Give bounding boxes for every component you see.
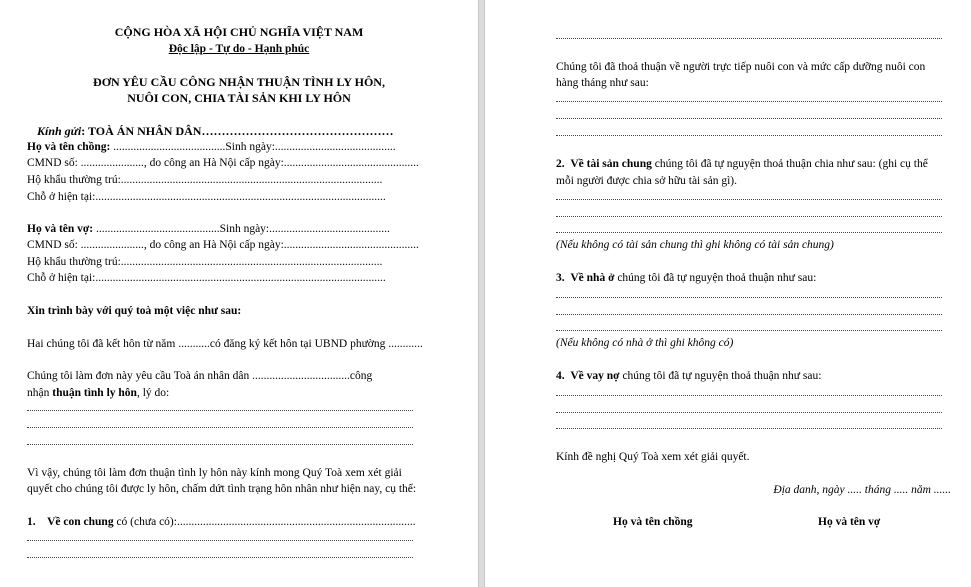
- child-dotted-line: [27, 540, 413, 541]
- asset-section-label: Về tài sản chung: [570, 158, 652, 170]
- asset-section-line: [556, 157, 928, 171]
- conclusion-line1: Vì vậy, chúng tôi làm đơn thuận tình ly hôn này kính mong Quý Toà xem xét giải: [27, 467, 402, 479]
- closing-request: Kính đề nghị Quý Toà xem xét giải quyết.: [556, 451, 750, 463]
- house-dotted-line: [556, 314, 942, 315]
- house-section-number: 3.: [556, 272, 565, 284]
- signature-husband-label: Họ và tên chồng: [613, 516, 693, 528]
- house-section-label: Về nhà ở: [570, 272, 615, 284]
- signature-wife-label: Họ và tên vợ: [818, 516, 881, 528]
- header-motto: Độc lập - Tự do - Hạnh phúc: [168, 43, 310, 55]
- support-dotted-line: [556, 38, 942, 39]
- debt-dotted-line: [556, 412, 942, 413]
- reason-dotted-line: [27, 427, 413, 428]
- request-line2-pre: nhận: [27, 387, 53, 399]
- wife-address-line: Chỗ ở hiện tại:.....................................................................................................: [27, 272, 386, 284]
- house-section-line: [556, 271, 816, 285]
- child-section-field: có (chưa có):...................................................................................: [113, 516, 416, 528]
- husband-name-label: Họ và tên chồng:: [27, 141, 111, 153]
- addressee-value: : TOÀ ÁN NHÂN DÂN…………………………………………: [81, 124, 394, 138]
- house-dotted-line: [556, 330, 942, 331]
- form-title-line1: ĐƠN YÊU CẦU CÔNG NHẬN THUẬN TÌNH LY HÔN,: [93, 75, 385, 89]
- debt-dotted-line: [556, 395, 942, 396]
- document-page-right: [485, 0, 971, 587]
- wife-name-field: ...........................................Sinh ngày:..........................................: [93, 223, 390, 235]
- asset-line2: mỗi người được chia sở hữu tài sản gì).: [556, 175, 737, 187]
- husband-address-line: Chỗ ở hiện tại:.....................................................................................................: [27, 191, 386, 203]
- request-line2-bold: thuận tình ly hôn: [52, 387, 137, 399]
- house-note: (Nếu không có nhà ở thì ghi không có): [556, 337, 734, 349]
- support-dotted-line: [556, 101, 942, 102]
- support-dotted-line: [556, 118, 942, 119]
- conclusion-line2: quyết cho chúng tôi được ly hôn, chấm dứt tình trạng hôn nhân như hiện nay, cụ thể:: [27, 483, 417, 495]
- child-dotted-line: [27, 557, 413, 558]
- child-section-number: 1.: [27, 516, 36, 528]
- place-date-line: Địa danh, ngày ..... tháng ..... năm ......: [773, 484, 951, 496]
- reason-dotted-line: [27, 410, 413, 411]
- wife-residence-line: Hộ khẩu thường trú:...........................................................................................: [27, 256, 383, 268]
- present-heading: Xin trình bày với quý toà một việc như sau:: [27, 305, 242, 317]
- debt-section-text: chúng tôi đã tự nguyện thoả thuận như sau:: [619, 370, 822, 382]
- asset-note: (Nếu không có tài sản chung thì ghi không có tài sản chung): [556, 239, 834, 251]
- addressee-line: [37, 124, 393, 138]
- asset-section-number: 2.: [556, 158, 565, 170]
- debt-section-line: [556, 369, 821, 383]
- addressee-label: Kính gửi: [37, 124, 82, 138]
- husband-id-line: CMND số: ......................, do công an Hà Nội cấp ngày:...............................................: [27, 157, 419, 169]
- header-country: CỘNG HÒA XÃ HỘI CHỦ NGHĨA VIỆT NAM: [114, 25, 364, 39]
- child-section-label: Về con chung: [47, 516, 114, 528]
- marriage-line: Hai chúng tôi đã kết hôn từ năm ...........có đăng ký kết hôn tại UBND phường ............: [27, 338, 423, 350]
- wife-name-label: Họ và tên vợ:: [27, 223, 94, 235]
- wife-name-line: [27, 222, 390, 236]
- support-line1: Chúng tôi đã thoả thuận về người trực tiếp nuôi con và mức cấp dưỡng nuôi con: [556, 61, 926, 73]
- form-title-line2: NUÔI CON, CHIA TÀI SẢN KHI LY HÔN: [127, 91, 351, 105]
- page-separator: [478, 0, 485, 587]
- child-section-line: [27, 515, 416, 529]
- reason-dotted-line: [27, 444, 413, 445]
- asset-dotted-line: [556, 216, 942, 217]
- asset-dotted-line: [556, 199, 942, 200]
- husband-name-line: [27, 140, 396, 154]
- debt-section-number: 4.: [556, 370, 565, 382]
- request-line2-post: , lý do:: [136, 387, 170, 399]
- asset-dotted-line: [556, 232, 942, 233]
- support-dotted-line: [556, 135, 942, 136]
- husband-name-field: .......................................Sinh ngày:..........................................: [110, 141, 396, 153]
- husband-residence-line: Hộ khẩu thường trú:...........................................................................................: [27, 174, 383, 186]
- asset-section-text: chúng tôi đã tự nguyện thoả thuận chia như sau: (ghi cụ thể: [651, 158, 928, 170]
- debt-section-label: Về vay nợ: [570, 370, 620, 382]
- request-line2: [27, 386, 169, 400]
- house-dotted-line: [556, 297, 942, 298]
- request-line1: Chúng tôi làm đơn này yêu cầu Toà án nhân dân ..................................công: [27, 370, 373, 382]
- debt-dotted-line: [556, 428, 942, 429]
- house-section-text: chúng tôi đã tự nguyện thoả thuận như sau:: [614, 272, 817, 284]
- document-page-left: [0, 0, 478, 587]
- wife-id-line: CMND số: ......................, do công an Hà Nội cấp ngày:...............................................: [27, 239, 419, 251]
- support-line2: hàng tháng như sau:: [556, 77, 649, 89]
